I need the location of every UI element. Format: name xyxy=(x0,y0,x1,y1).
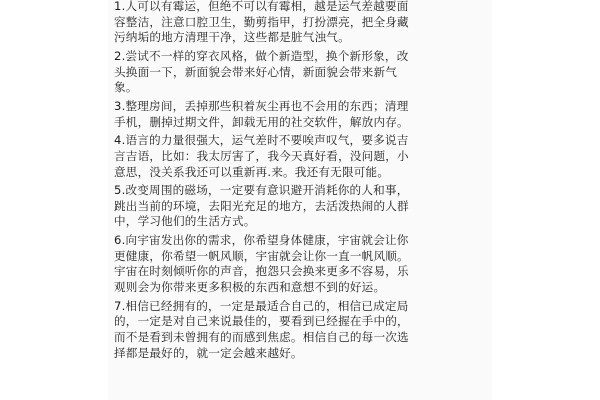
note-screenshot xyxy=(108,0,492,400)
list-item-2 xyxy=(114,49,488,96)
text-line: 意思，没关系我还可以重新再.来。我还有无限可能。 xyxy=(114,164,390,179)
text-line: 头换面一下，新面貌会带来好心情，新面貌会带来新气 xyxy=(114,64,398,79)
text-line: 3.整理房间，丢掉那些积着灰尘再也不会用的东西；清理 xyxy=(114,98,409,113)
text-line: 1.人可以有霉运，但绝不可以有霉相，越是运气差越要面 xyxy=(114,0,409,13)
left-margin xyxy=(0,0,108,400)
list-item-4 xyxy=(114,133,488,180)
list-item-7 xyxy=(114,299,488,361)
text-line: 的，一定是对自己来说最佳的，要看到已经握在手中的， xyxy=(114,314,409,329)
text-line: 容整洁，注意口腔卫生，勤剪指甲，打扮漂亮，把全身藏 xyxy=(114,14,409,29)
text-line: 7.相信已经拥有的，一定是最适合自己的，相信已成定局 xyxy=(114,298,409,313)
text-line: 择都是最好的，就一定会越来越好。 xyxy=(114,345,303,360)
text-line: 中，学习他们的生活方式。 xyxy=(114,214,256,229)
text-line: 更健康，你希望一帆风顺，宇宙就会让你一直一帆风顺。 xyxy=(114,248,409,263)
note-text xyxy=(114,0,488,364)
text-line: 言吉语，比如：我太厉害了，我今天真好看，没问题，小 xyxy=(114,148,409,163)
list-item-1 xyxy=(114,0,488,46)
list-item-6 xyxy=(114,233,488,295)
list-item-5 xyxy=(114,183,488,230)
text-line: 跳出当前的环境，去阳光充足的地方，去活泼热闹的人群 xyxy=(114,198,409,213)
text-line: 2.尝试不一样的穿衣风格，做个新造型，换个新形象，改 xyxy=(114,48,409,63)
right-margin xyxy=(492,0,600,400)
text-line: 污纳垢的地方清理干净，这些都是脏气浊气。 xyxy=(114,30,350,45)
text-line: 6.向宇宙发出你的需求，你希望身体健康，宇宙就会让你 xyxy=(114,233,409,248)
text-line: 宇宙在时刻倾听你的声音，抱怨只会换来更多不容易，乐 xyxy=(114,264,409,279)
text-line: 5.改变周围的磁场，一定要有意识避开消耗你的人和事， xyxy=(114,183,409,198)
text-line: 观则会为你带来更多积极的东西和意想不到的好运。 xyxy=(114,280,386,295)
text-line: 手机，删掉过期文件，卸载无用的社交软件，解放内存。 xyxy=(114,114,409,129)
text-line: 4.语言的力量很强大，运气差时不要唉声叹气，要多说吉 xyxy=(114,133,409,148)
list-item-3 xyxy=(114,99,488,130)
text-line: 象。 xyxy=(114,80,138,95)
text-line: 而不是看到未曾拥有的而感到焦虑。相信自己的每一次选 xyxy=(114,330,409,344)
